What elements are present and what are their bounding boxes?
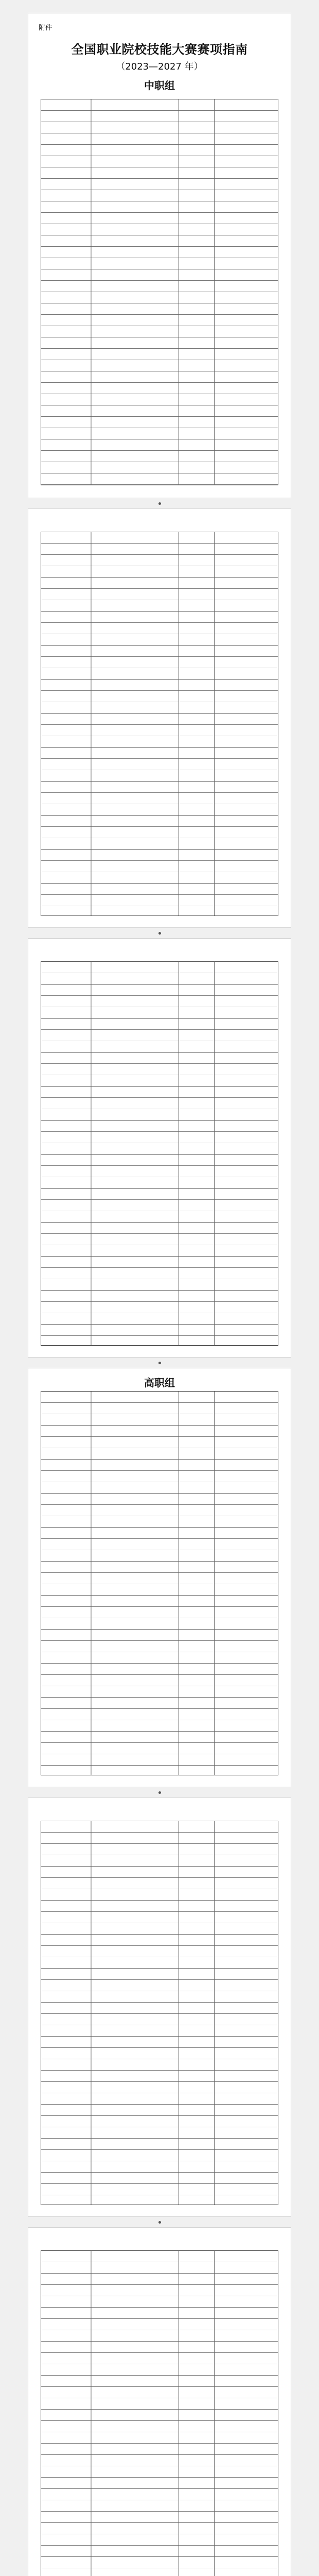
- table-grid: [41, 532, 278, 916]
- table-grid: [41, 962, 278, 1345]
- table-grid: [41, 2251, 278, 2576]
- document-page-6: [28, 2228, 291, 2576]
- document-page-1: [28, 13, 291, 498]
- page-footer-mark: [158, 1791, 161, 1794]
- competition-table: [41, 2250, 278, 2576]
- section-title-higher: 高职组: [144, 1377, 175, 1389]
- annex-label: 附件: [39, 24, 52, 32]
- competition-table: [41, 1821, 278, 2205]
- page-footer-mark: [158, 2221, 161, 2224]
- section-title-secondary: 中职组: [144, 79, 175, 92]
- competition-table: [41, 1391, 278, 1775]
- document-page-5: [28, 1798, 291, 2216]
- document-title: 全国职业院校技能大赛赛项指南: [71, 42, 248, 57]
- document-page-3: [28, 939, 291, 1357]
- document-page-2: [28, 509, 291, 927]
- competition-table: [41, 532, 278, 916]
- table-grid: [41, 99, 278, 485]
- document-page-4: [28, 1368, 291, 1787]
- table-grid: [41, 1392, 278, 1775]
- competition-table: [41, 961, 278, 1346]
- competition-table: [41, 99, 278, 485]
- document-period: （2023—2027 年）: [116, 61, 203, 72]
- page-footer-mark: [158, 502, 161, 505]
- page-footer-mark: [158, 932, 161, 935]
- table-grid: [41, 1821, 278, 2205]
- page-footer-mark: [158, 1362, 161, 1364]
